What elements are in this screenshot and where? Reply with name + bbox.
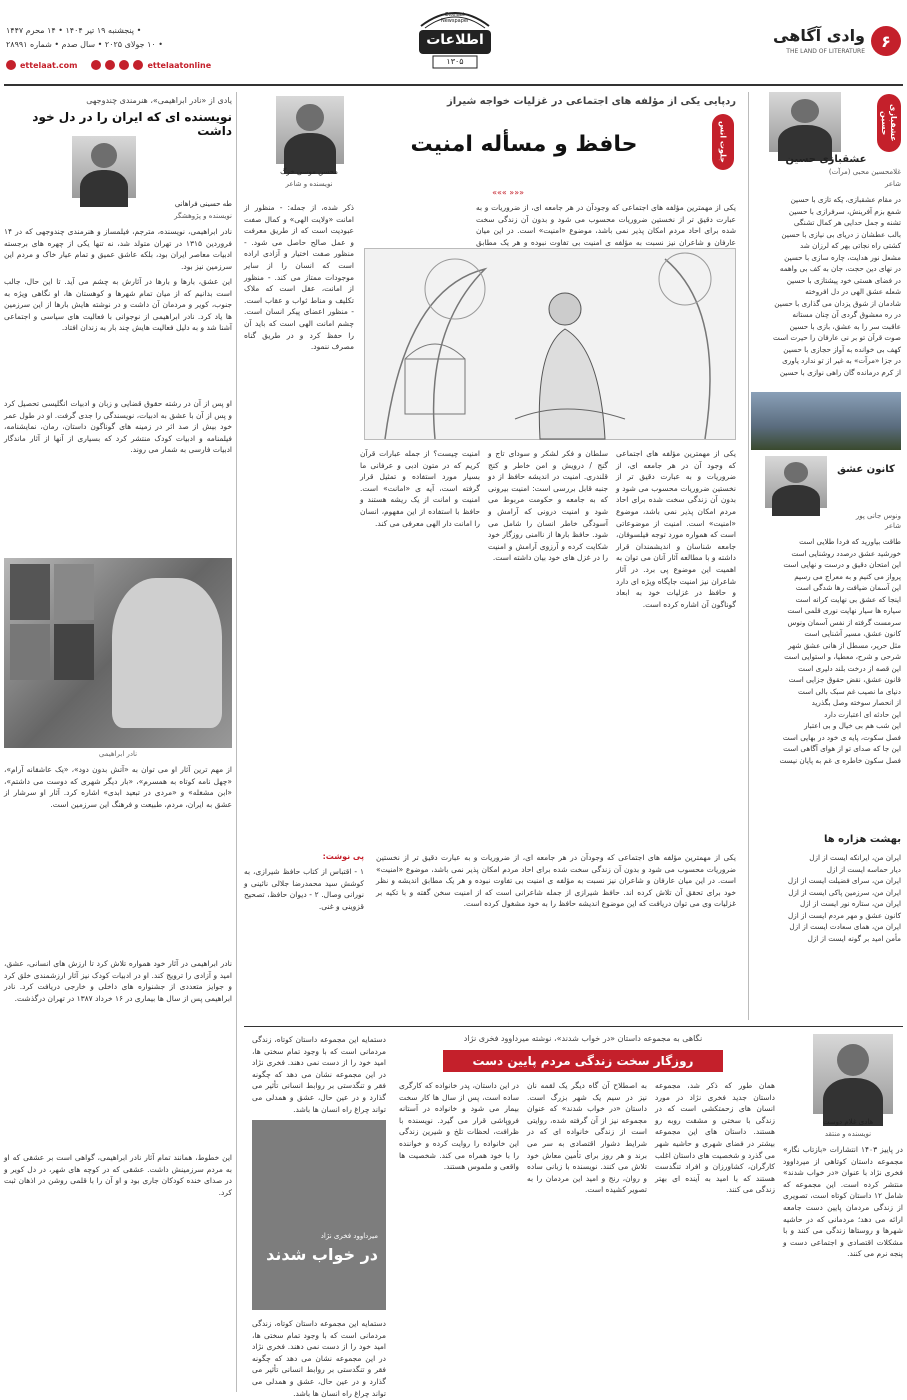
review-col-1: در پاییز ۱۴۰۳ انتشارات «بازتاب نگار» مجموعه داستان کوتاهی از میرداوود فخری نژاد با عنوان «در خواب شدند» منتشر کرده است. این مجموعه که شامل ۱۲ داستان کوتاه است، تصویری از زندگی مردمان پایین دست جامعه ارائه می دهد؛ مردمانی که در حاشیه شهرها و روستاها زندگی می کنند و با مشکلات اقتصادی و اجتماعی دست و پنجه نرم می کنند. — [783, 1145, 904, 1259]
main-side-divider — [236, 92, 237, 1392]
review-col-5-cont: دستمایه این مجموعه داستان کوتاه، زندگی مردمانی است که با وجود تمام سختی ها، امید خود را از دست نمی دهند. فخری نژاد در این مجموعه نشان می دهد که چگونه فقر و تنگدستی بر روابط انسانی تأثیر می گذارد و در عین حال، عشق و همدلی می تواند چراغ راه انسان ها باشد. — [252, 1319, 386, 1398]
poet-photo — [769, 92, 841, 152]
youtube-icon — [133, 60, 143, 70]
verse-line: پرواز می کنیم و به معراج می رسیم — [794, 571, 901, 581]
main-article-title: حافظ و مسأله امنیت — [410, 132, 638, 157]
verse-line: کهف بی خوانده به آواز حجازی با حسین — [783, 344, 901, 354]
second-poetry-heading: کانون عشق — [837, 464, 895, 475]
verse-line: در فضای هستی خود پیشتازی با حسین — [786, 275, 901, 285]
instagram-icon — [105, 60, 115, 70]
main-article-kicker: ردپایی یکی از مؤلفه های اجتماعی در غزلیات خواجه شیراز — [446, 96, 736, 107]
main-author-role: نویسنده و شاعر — [285, 180, 333, 188]
book-cover-1 — [10, 564, 50, 620]
review-col-5: دستمایه این مجموعه داستان کوتاه، زندگی مردمانی است که با وجود تمام سختی ها، امید خود را از دست نمی دهند. فخری نژاد در این مجموعه نشان می دهد که چگونه فقر و تنگدستی بر روابط انسانی تأثیر می گذارد و در عین حال، عشق و همدلی می تواند چراغ راه انسان ها باشد. — [252, 1035, 386, 1114]
verse-line: ایران من، سرزمین پاکی ایست از ازل — [788, 887, 901, 897]
verse-line: اینجا که عشق بی نهایت کرانه است — [795, 594, 901, 604]
hafez-illustration — [364, 248, 736, 440]
verse-line: این آسمان ضیافت رها شدگی است — [795, 583, 901, 592]
verse-line: از انحصار سوخته وصل بگذرید — [811, 698, 901, 707]
footnotes: ۱ - اقتباس از کتاب حافظ شیرازی، به کوشش سید محمدرضا جلالی نائینی و نورانی وصال. ۲ - دیوان حافظ، تصحیح قزوینی و غنی. — [244, 867, 364, 911]
verse-line: این شب هم بی خیال و بی اعتبار — [804, 721, 901, 730]
side-article-para2: این عشق، بارها و بارها در آثارش به چشم می آید. تا این حال، جالب است بدانیم که از میان تمام شهرها و کوهستان ها، او نگاهی ویژه به جنوب، کویر و مردمان آن داشت و در نوشته هایش بارها از این سرزمین ها یاد کرد. نادر ابراهیمی از نوجوانی با فعالیت های سیاسی و اجتماعی آشنا شد و به دلیل فعالیت هایش چند بار به زندان افتاد. — [4, 277, 232, 333]
side-article-para4: از مهم ترین آثار او می توان به «آتش بدون دود»، «یک عاشقانه آرام»، «چهل نامه کوتاه به همسرم»، «بار دیگر شهری که دوست می داشتم»، «ابن مشغله» و «مردی در تبعید ابدی» اشاره کرد. آثار او سرشار از عشق به ایران، مردم، طبیعت و فرهنگ این سرزمین است. — [4, 765, 232, 809]
verse-line: دنیای ما نصیب غم سبک بالی است — [797, 686, 901, 696]
side-article — [4, 92, 232, 1392]
verse-line: شادمان از شوق یزدان می گذاری با حسین — [774, 298, 901, 308]
verse-line: ایران من، ایرانکه ایست از ازل — [809, 853, 901, 862]
verse-line: مشعل نور هدایت، چاره سازی با حسین — [784, 252, 901, 262]
verse-line: کشتی راه نجاتی بهر که لرزان شد — [799, 241, 901, 250]
verse-line: کانون عشق، مسیر آشنایی است — [804, 629, 901, 638]
verse-line: سرمست گرفته از نفس آسمان ونوس — [787, 617, 901, 627]
poetry-divider — [748, 92, 749, 1020]
ebrahimi-portrait — [112, 578, 222, 728]
main-author-name: محسن موسی خرگ — [280, 168, 338, 176]
review-title-banner: روزگار سخت زندگی مردم پایین دست — [443, 1050, 723, 1072]
verse-line: قانون عشق، نقض حقوق جزایی است — [788, 675, 901, 684]
book-cover-3 — [10, 624, 50, 680]
verse-line: این امتحان دقیق و درست و نهایی است — [783, 560, 901, 569]
book-covers-photo — [4, 558, 232, 748]
book-cover-title: در خواب شدند — [266, 1245, 378, 1264]
verse-line: ایران من، همای سعادت ایست از ازل — [789, 922, 901, 931]
verse-line: مأمن امید بر گونه ایست از ازل — [807, 933, 901, 943]
side-article-kicker: یادی از «نادر ابراهیمی»، هنرمندی چندوجهی — [86, 96, 232, 105]
third-poetry-heading: بهشت هزاره ها — [823, 834, 901, 845]
verse-line: از کرم درمانده گان راهی نوازی با حسین — [779, 367, 901, 377]
web-icon — [6, 60, 16, 70]
poetry-column — [751, 92, 901, 1022]
website-link[interactable]: ettelaat.com — [20, 60, 78, 70]
main-article-badge: جلوت انس — [712, 114, 734, 170]
side-article-para5: نادر ابراهیمی در آثار خود همواره تلاش کرد تا ارزش های انسانی، عشق، امید و آزادی را ترویج کند. او در ادبیات کودک نیز آثار ارزشمندی خلق کرد و جوایز متعددی از جشنواره های داخلی و خارجی دریافت کرد. نادر ابراهیمی پس از سال ها بیماری در ۱۶ خرداد ۱۳۸۷ در تهران درگذشت. — [4, 959, 232, 1003]
verse-line: فصل سکون خاطره ی غم به پایان نیست — [779, 755, 901, 765]
verse-line: صوت قرآن تو بر نی عارفان را حیرت است — [773, 333, 901, 342]
decorative-chevrons: ««« »»» — [492, 188, 524, 197]
footnotes-title: پی نوشت: — [322, 852, 364, 861]
poetry-landscape-photo — [751, 392, 901, 450]
poetry-verses — [751, 194, 901, 378]
verse-line: کانون عشق و مهر مردم ایست از ازل — [788, 910, 901, 920]
side-article-para3: او پس از آن در رشته حقوق قضایی و زبان و ادبیات انگلیسی تحصیل کرد و پس از آن با عشق به ادبیات، نویسندگی را جدی گرفت. او در طول عمر خود بیش از صد اثر در زمینه های گوناگون داستان، رمان، نمایشنامه، فیلمنامه و ادبیات کودک منتشر کرد که بسیاری از آنها از آثار ماندگار ادبیات فارسی به شمار می روند. — [4, 399, 232, 455]
main-article-left-col: ذکر شده، از جمله: - منظور از امانت «ولایت الهی» و کمال صفت عبودیت است که از طریق معرفت و عمل صالح حاصل می شود. - منظور صفت اختیار و آزادی اراده است که انسان را از سایر موجودات ممتاز می کند. - منظور از امانت، عقل است که ملاک تکلیف و مناط ثواب و عقاب است. - منظور اعضای پیکر انسان است. چشم امانت الهی است که باید آن را حفظ کرد و در طریق گناه مصرف ننمود. — [244, 203, 354, 352]
verse-line: سیاره ها سیار نهایت نوری قلمی است — [787, 606, 901, 615]
second-poet-photo — [765, 456, 827, 508]
review-divider — [244, 1026, 903, 1027]
main-author-photo — [276, 96, 344, 164]
logo-year: ۱۳۰۵ — [446, 57, 464, 66]
verse-line: فصل سکوت، پایه ی خود در بهایی است — [782, 732, 901, 742]
social-links — [6, 58, 246, 72]
review-author-role: نویسنده و منتقد — [824, 1130, 872, 1138]
review-col-2: همان طور که ذکر شد، مجموعه داستان جدید فخری نژاد در مورد انسان های زحمتکشی است که در زندگی با سختی و مشقت روبه رو هستند. داستان های این مجموعه بیشتر در فضای شهری و حاشیه شهر می گذرد و شخصیت های داستان اغلب کارگران، کشاورزان و افراد تنگدست هستند که با امید به آینده ای بهتر زندگی می کنند. — [655, 1081, 775, 1195]
verse-line: ایران من، ستاره نور ایست از ازل — [799, 899, 901, 908]
main-article-mid-col: سلطان و فکر لشکر و سودای تاج و گنج / درویش و امن خاطر و کنج قلندری. امنیت در اندیشه حافظ از دو جنبه قابل بررسی است: امنیت بیرونی که به جامعه و حکومت مربوط می شود و امنیت درونی که آرامش و آسودگی خاطر انسان را شامل می شود. حافظ بارها از ناامنی روزگار خود شکایت کرده و آرزوی آرامش و امنیت را در غزل های خود بیان داشته است. — [488, 449, 608, 563]
verse-line: این جا که صدای تو از هوای آگاهی است — [783, 744, 901, 753]
main-article — [244, 92, 744, 1020]
main-article-bottom-text: یکی از مهمترین مؤلفه های اجتماعی که وجودآن در هر جامعه ای، از ضروریات و به عبارت دقیق تر از نخستین ضروریات محسوب می شود و بدون آن زندگی سخت شده برای احاد مردم امکان پذیر نمی باشد، موضوع «امنیت» است. در این میان عارفان و شاعران نیز نسبت به مؤلفه ی امنیت بی تفاوت نبوده و هر یک مطابق اندیشه و نظر خود برای تحقق آن تلاش کرده اند. حافظ شیرازی از جمله شاعرانی است که از امنیت سخن گفته و با تکیه بر غزلیات وی می توان دریافت که این موضوع اندیشه حافظ را به خود مشغول کرده است. — [376, 853, 736, 909]
verse-line: طاقت بیاورید که فردا طلایی است — [799, 537, 901, 546]
verse-line: شرحی و شرح، معطیا، و استوایی است — [784, 652, 901, 661]
side-author-role: نویسنده و پژوهشگر — [174, 212, 232, 220]
side-author-photo — [72, 136, 136, 198]
side-article-title: نویسنده ای که ایران را در دل خود داشت — [32, 110, 232, 138]
verse-line: در مقام عشقبازی، یکه تازی با حسین — [790, 195, 901, 204]
verse-line: تشنه و جمل حدایی هر کمال تشنگی — [793, 218, 901, 227]
verse-line: مثل حریر، مسطل از هانی عشق شهر — [788, 640, 901, 650]
second-poetry-verses — [751, 536, 901, 766]
section-title: وادی آگاهی — [773, 26, 865, 45]
telegram-icon — [91, 60, 101, 70]
verse-line: بالب عطشان ز دریای بی نیازی با حسین — [781, 229, 901, 239]
book-cover-4 — [54, 624, 94, 680]
verse-line: خورشید عشق درصدد روشنایی است — [791, 548, 901, 558]
review-col-3: به اصطلاح آن گاه دیگر یک لقمه نان نیز در سیم یک شهر بزرگ است. داستان «در خواب شدند» که عنوان مجموعه نیز از آن گرفته شده، روایتی است از زندگی خانواده ای که در شرایط دشوار اقتصادی به سر می برند و هر روز برای تأمین معاش خود تلاش می کنند. نویسنده با زبانی ساده و روان، رنج و امید این مردمان را به تصویر کشیده است. — [527, 1081, 647, 1195]
poetry-badge: عشقبازی حسین — [877, 94, 901, 152]
poetry-author: غلامحسین محبی (مرآت) — [828, 168, 901, 176]
book-review — [244, 1030, 903, 1396]
side-article-para1: نادر ابراهیمی، نویسنده، مترجم، فیلمساز و هنرمندی چندوجهی که در ۱۴ فروردین ۱۳۱۵ در تهران متولد شد، نه تنها یکی از چهره های برجسته ادبیات معاصر ایران بود، بلکه عاشق عمیق و تمام عیار خاک و مردم این سرزمین نیز بود. — [4, 227, 232, 271]
page-number-badge: ۶ — [871, 26, 901, 56]
verse-line: در جزا «مرآت» به غیر از تو ندارد یاوری — [782, 356, 901, 365]
verse-line: این قصه از درخت بلند دلیری است — [798, 663, 901, 673]
book-cover-author: میرداوود فخری نژاد — [320, 1232, 378, 1240]
review-col-4: در این داستان، پدر خانواده که کارگری ساده است، پس از سال ها کار سخت بیمار می شود و خانواده در آستانه فروپاشی قرار می گیرد. نویسنده با ظرافت، لحظات تلخ و شیرین زندگی این خانواده را روایت کرده و خواننده را با خود همراه می کند. شخصیت ها واقعی و ملموس هستند. — [399, 1081, 519, 1172]
poetry-heading: عشقبازی حسین — [785, 154, 867, 165]
side-photo-caption: نادر ابراهیمی — [98, 750, 138, 758]
review-author-name: هادی غلام دوست — [822, 1118, 874, 1126]
verse-line: در ره معشوق گردی آن چنان مستانه — [792, 310, 901, 319]
verse-line: ایران من، سرای فضیلت ایست از ازل — [787, 876, 901, 885]
main-article-lead: یکی از مهمترین مؤلفه های اجتماعی که وجودآن در هر جامعه ای، از ضروریات و به عبارت دقیق تر از نخستین ضروریات محسوب می شود و بدون آن زندگی سخت شده برای احاد مردم امکان پذیر نمی باشد، موضوع «امنیت» است. در این میان عارفان و شاعران نیز نسبت به مؤلفه ی امنیت بی تفاوت نبوده و هر یک مطابق — [476, 203, 736, 247]
verse-line: دیار حماسه ایست از ازل — [826, 864, 901, 874]
logo-title: اطلاعات — [426, 32, 484, 48]
date-line-1: • پنجشنبه ۱۹ تیر ۱۴۰۴ • ۱۴ محرم ۱۴۴۷ — [6, 26, 142, 35]
book-cover-2 — [54, 564, 94, 620]
review-author-photo — [813, 1034, 893, 1114]
twitter-icon — [119, 60, 129, 70]
date-line-2: • ۱۰ جولای ۲۰۲۵ • سال صدم • شماره ۲۸۹۹۱ — [6, 40, 163, 49]
main-article-third-col: امنیت چیست؟ از جمله عبارات قرآن کریم که در متون ادبی و عرفانی ما بسیار مورد استفاده و تمثیل قرار گرفته است، آیه ی «امانت» است. امنیت و امانت از یک ریشه هستند و حافظ با استفاده از این مفهوم، انسان را امانت دار الهی معرفی می کند. — [360, 449, 480, 528]
second-poetry-author-role: شاعر — [884, 522, 901, 530]
page-header — [0, 0, 907, 96]
newspaper-logo — [413, 2, 497, 72]
verse-line: شمع بزم آفرینش، سرفرازی با حسین — [788, 206, 901, 216]
section-subtitle: THE LAND OF LITERATURE — [786, 48, 865, 55]
side-author-name: طه حسینی فراهانی — [174, 200, 232, 208]
second-poetry-author: ونوس جانی پور — [855, 512, 901, 520]
social-handle[interactable]: ettelaatonline — [147, 60, 212, 70]
book-cover — [252, 1120, 386, 1310]
third-poetry-verses — [751, 852, 901, 944]
verse-line: شعله عشق الهی در دل افروخته — [805, 287, 901, 296]
verse-line: در نهای دین حجت، جان به کف بی واهمه — [779, 264, 901, 273]
verse-line: عاقبت سر را به عشق، بازی با حسین — [789, 321, 901, 331]
verse-line: این حادثه ای اعتبارت دارد — [824, 709, 901, 719]
main-article-right-col: یکی از مهمترین مؤلفه های اجتماعی که وجود آن در هر جامعه ای، از ضروریات و به عبارت دقیق تر از نخستین ضروریات محسوب می شود و بدون آن زندگی سخت شده برای احاد مردم امکان پذیر نمی باشد، موضوع «امنیت» است. امنیت از موضوعاتی است که همواره مورد توجه فیلسوفان، جامعه شناسان و اندیشمندان قرار داشته و با مطالعه آثار آنان می توان به اهمیت این موضوع پی برد. در آثار شاعران نیز امنیت جایگاه ویژه ای دارد و حافظ در غزلیات خود به ابعاد گوناگون آن اشاره کرده است. — [616, 449, 736, 609]
side-article-para6: این خطوط، همانند تمام آثار نادر ابراهیمی، گواهی است بر عشقی که او به مردم سرزمینش داشت. عشقی که در کوچه های شهر، در دل کویر و در صدای خنده کودکان جاری بود و او آن را با قلمی روشن در اذهان ثبت کرد. — [4, 1153, 232, 1197]
logo-ribbon-text: Ettelaat Newspaper — [440, 12, 470, 24]
poetry-author-role: شاعر — [884, 180, 901, 188]
hafez-drawing-icon — [365, 249, 735, 439]
review-kicker: نگاهی به مجموعه داستان «در خواب شدند»، نوشته میرداوود فخری نژاد — [463, 1034, 703, 1043]
header-divider — [4, 84, 903, 86]
